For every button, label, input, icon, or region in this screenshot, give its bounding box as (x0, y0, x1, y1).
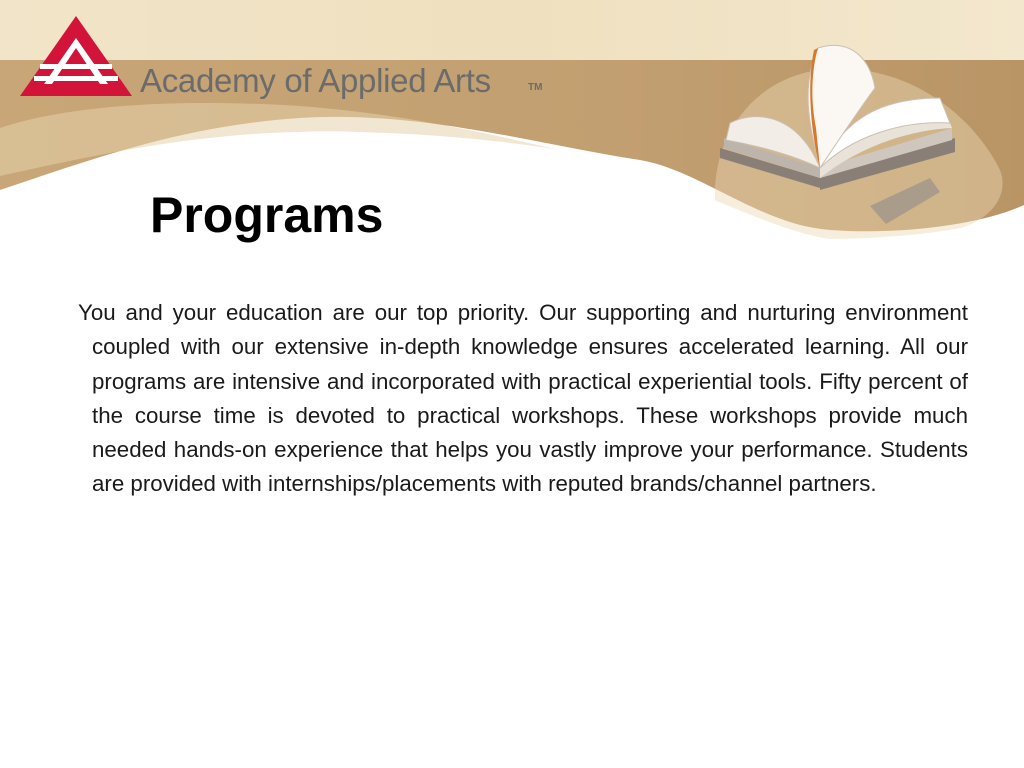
trademark-mark: TM (528, 82, 543, 93)
body-paragraph: You and your education are our top priority. Our supporting and nurturing environment coupled with our extensive in-depth knowledge ensures accelerated learning. All our programs are intensive and incorporated with practical experiential tools. Fifty percent of the course time is devoted to practical workshops. These workshops provide much needed hands-on experience that helps you vastly improve your performance. Students are provided with internships/placements with reputed brands/channel partners. (78, 300, 968, 497)
triangle-logo-icon (20, 16, 132, 100)
open-book-icon (700, 28, 970, 228)
page-title: Programs (150, 187, 384, 243)
brand-name: Academy of Applied Arts (140, 62, 491, 99)
